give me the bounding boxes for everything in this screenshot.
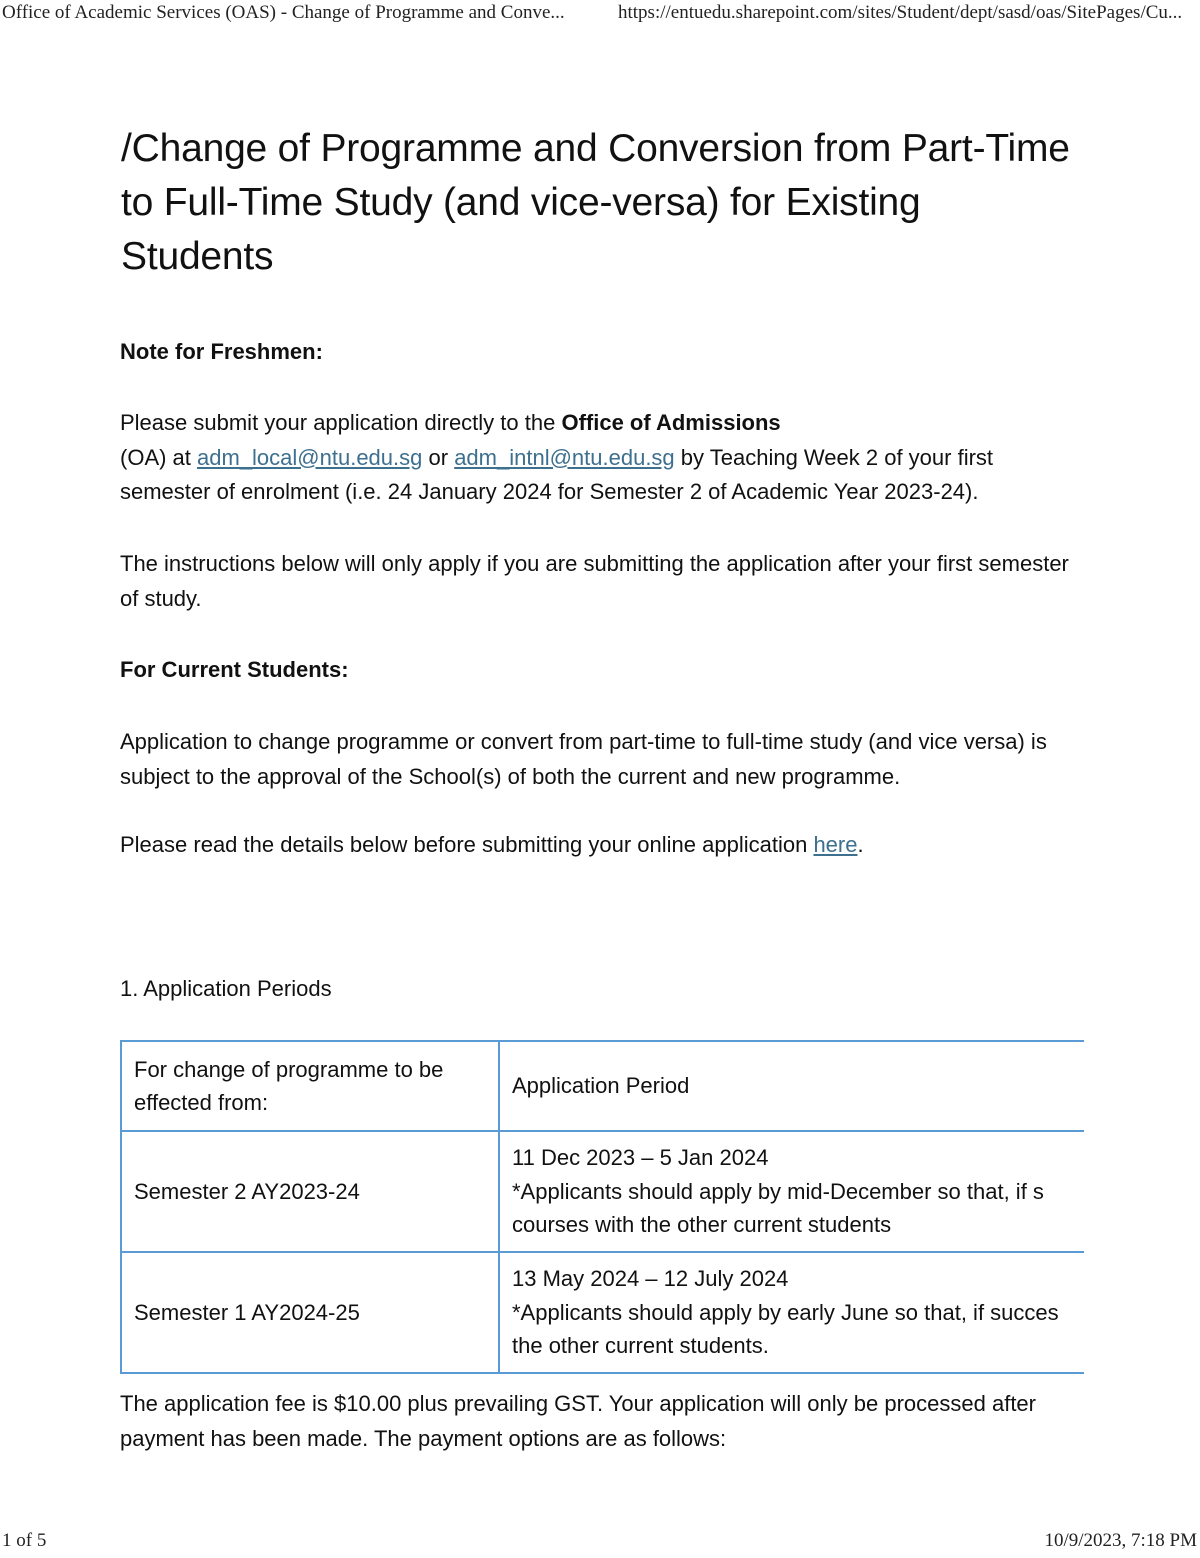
email-adm-local-link[interactable]: adm_local@ntu.edu.sg <box>197 444 423 470</box>
table-row <box>121 1252 1084 1373</box>
application-fee-paragraph: The application fee is $10.00 plus prevailing GST. Your application will only be processed after payment has been made. The payment options are as follows: <box>120 1391 1036 1451</box>
freshmen-text-or: or <box>422 444 455 470</box>
freshmen-text-before: Please submit your application directly to the <box>120 410 562 435</box>
table-header-row <box>121 1041 1084 1131</box>
online-application-paragraph <box>120 828 1084 863</box>
period-note-line2: courses with the other current students <box>512 1212 892 1238</box>
print-header <box>0 0 1200 30</box>
period-note-line1: *Applicants should apply by mid-December so that, if s <box>512 1178 1044 1204</box>
period-note-line2: the other current students. <box>512 1333 769 1359</box>
email-adm-intnl-link[interactable]: adm_intnl@ntu.edu.sg <box>454 444 675 470</box>
print-header-page-title: Office of Academic Services (OAS) - Change of Programme and Conve... <box>2 2 565 23</box>
table-row <box>121 1131 1084 1252</box>
online-application-text: Please read the details below before submitting your online application <box>120 832 814 857</box>
table-header-effected-from: For change of programme to be effected from: <box>121 1041 499 1131</box>
application-periods-table-wrap <box>120 1040 1084 1374</box>
current-students-paragraph: Application to change programme or convert from part-time to full-time study (and vice versa) is subject to the approval of the School(s) of both the current and new programme. <box>120 729 1047 789</box>
table-cell-semester: Semester 2 AY2023-24 <box>121 1131 499 1252</box>
table-cell-period <box>499 1252 1084 1373</box>
freshmen-text-mid: (OA) at <box>120 444 198 470</box>
print-footer-timestamp: 10/9/2023, 7:18 PM <box>1044 1530 1197 1551</box>
section-heading-application-periods: 1. Application Periods <box>120 976 332 1001</box>
table-header-application-period: Application Period <box>499 1041 1084 1131</box>
print-footer <box>0 1528 1200 1558</box>
online-application-here-link[interactable]: here <box>813 832 858 857</box>
office-of-admissions: Office of Admissions <box>561 410 781 435</box>
print-footer-page-count: 1 of 5 <box>2 1530 47 1551</box>
application-periods-table <box>120 1040 1084 1374</box>
current-students-heading: For Current Students: <box>120 657 349 682</box>
freshmen-paragraph <box>120 406 1084 510</box>
freshmen-heading: Note for Freshmen: <box>120 339 323 364</box>
period-dates: 13 May 2024 – 12 July 2024 <box>512 1266 789 1292</box>
period-note-line1: *Applicants should apply by early June so that, if succes <box>512 1299 1059 1325</box>
table-cell-period <box>499 1131 1084 1252</box>
freshmen-instructions-note: The instructions below will only apply if you are submitting the application after your first semester of study. <box>120 551 1069 611</box>
table-cell-semester: Semester 1 AY2024-25 <box>121 1252 499 1373</box>
page-title: /Change of Programme and Conversion from Part-Time to Full-Time Study (and vice-versa) for Existing Students <box>121 127 1070 278</box>
freshmen-text-after: by Teaching Week 2 of your first semester of enrolment (i.e. 24 January 2024 for Semester 2 of Academic Year 2023-24). <box>120 444 994 504</box>
print-header-url: https://entuedu.sharepoint.com/sites/Student/dept/sasd/oas/SitePages/Cu... <box>618 2 1183 23</box>
online-application-period: . <box>857 832 864 857</box>
period-dates: 11 Dec 2023 – 5 Jan 2024 <box>512 1145 769 1171</box>
